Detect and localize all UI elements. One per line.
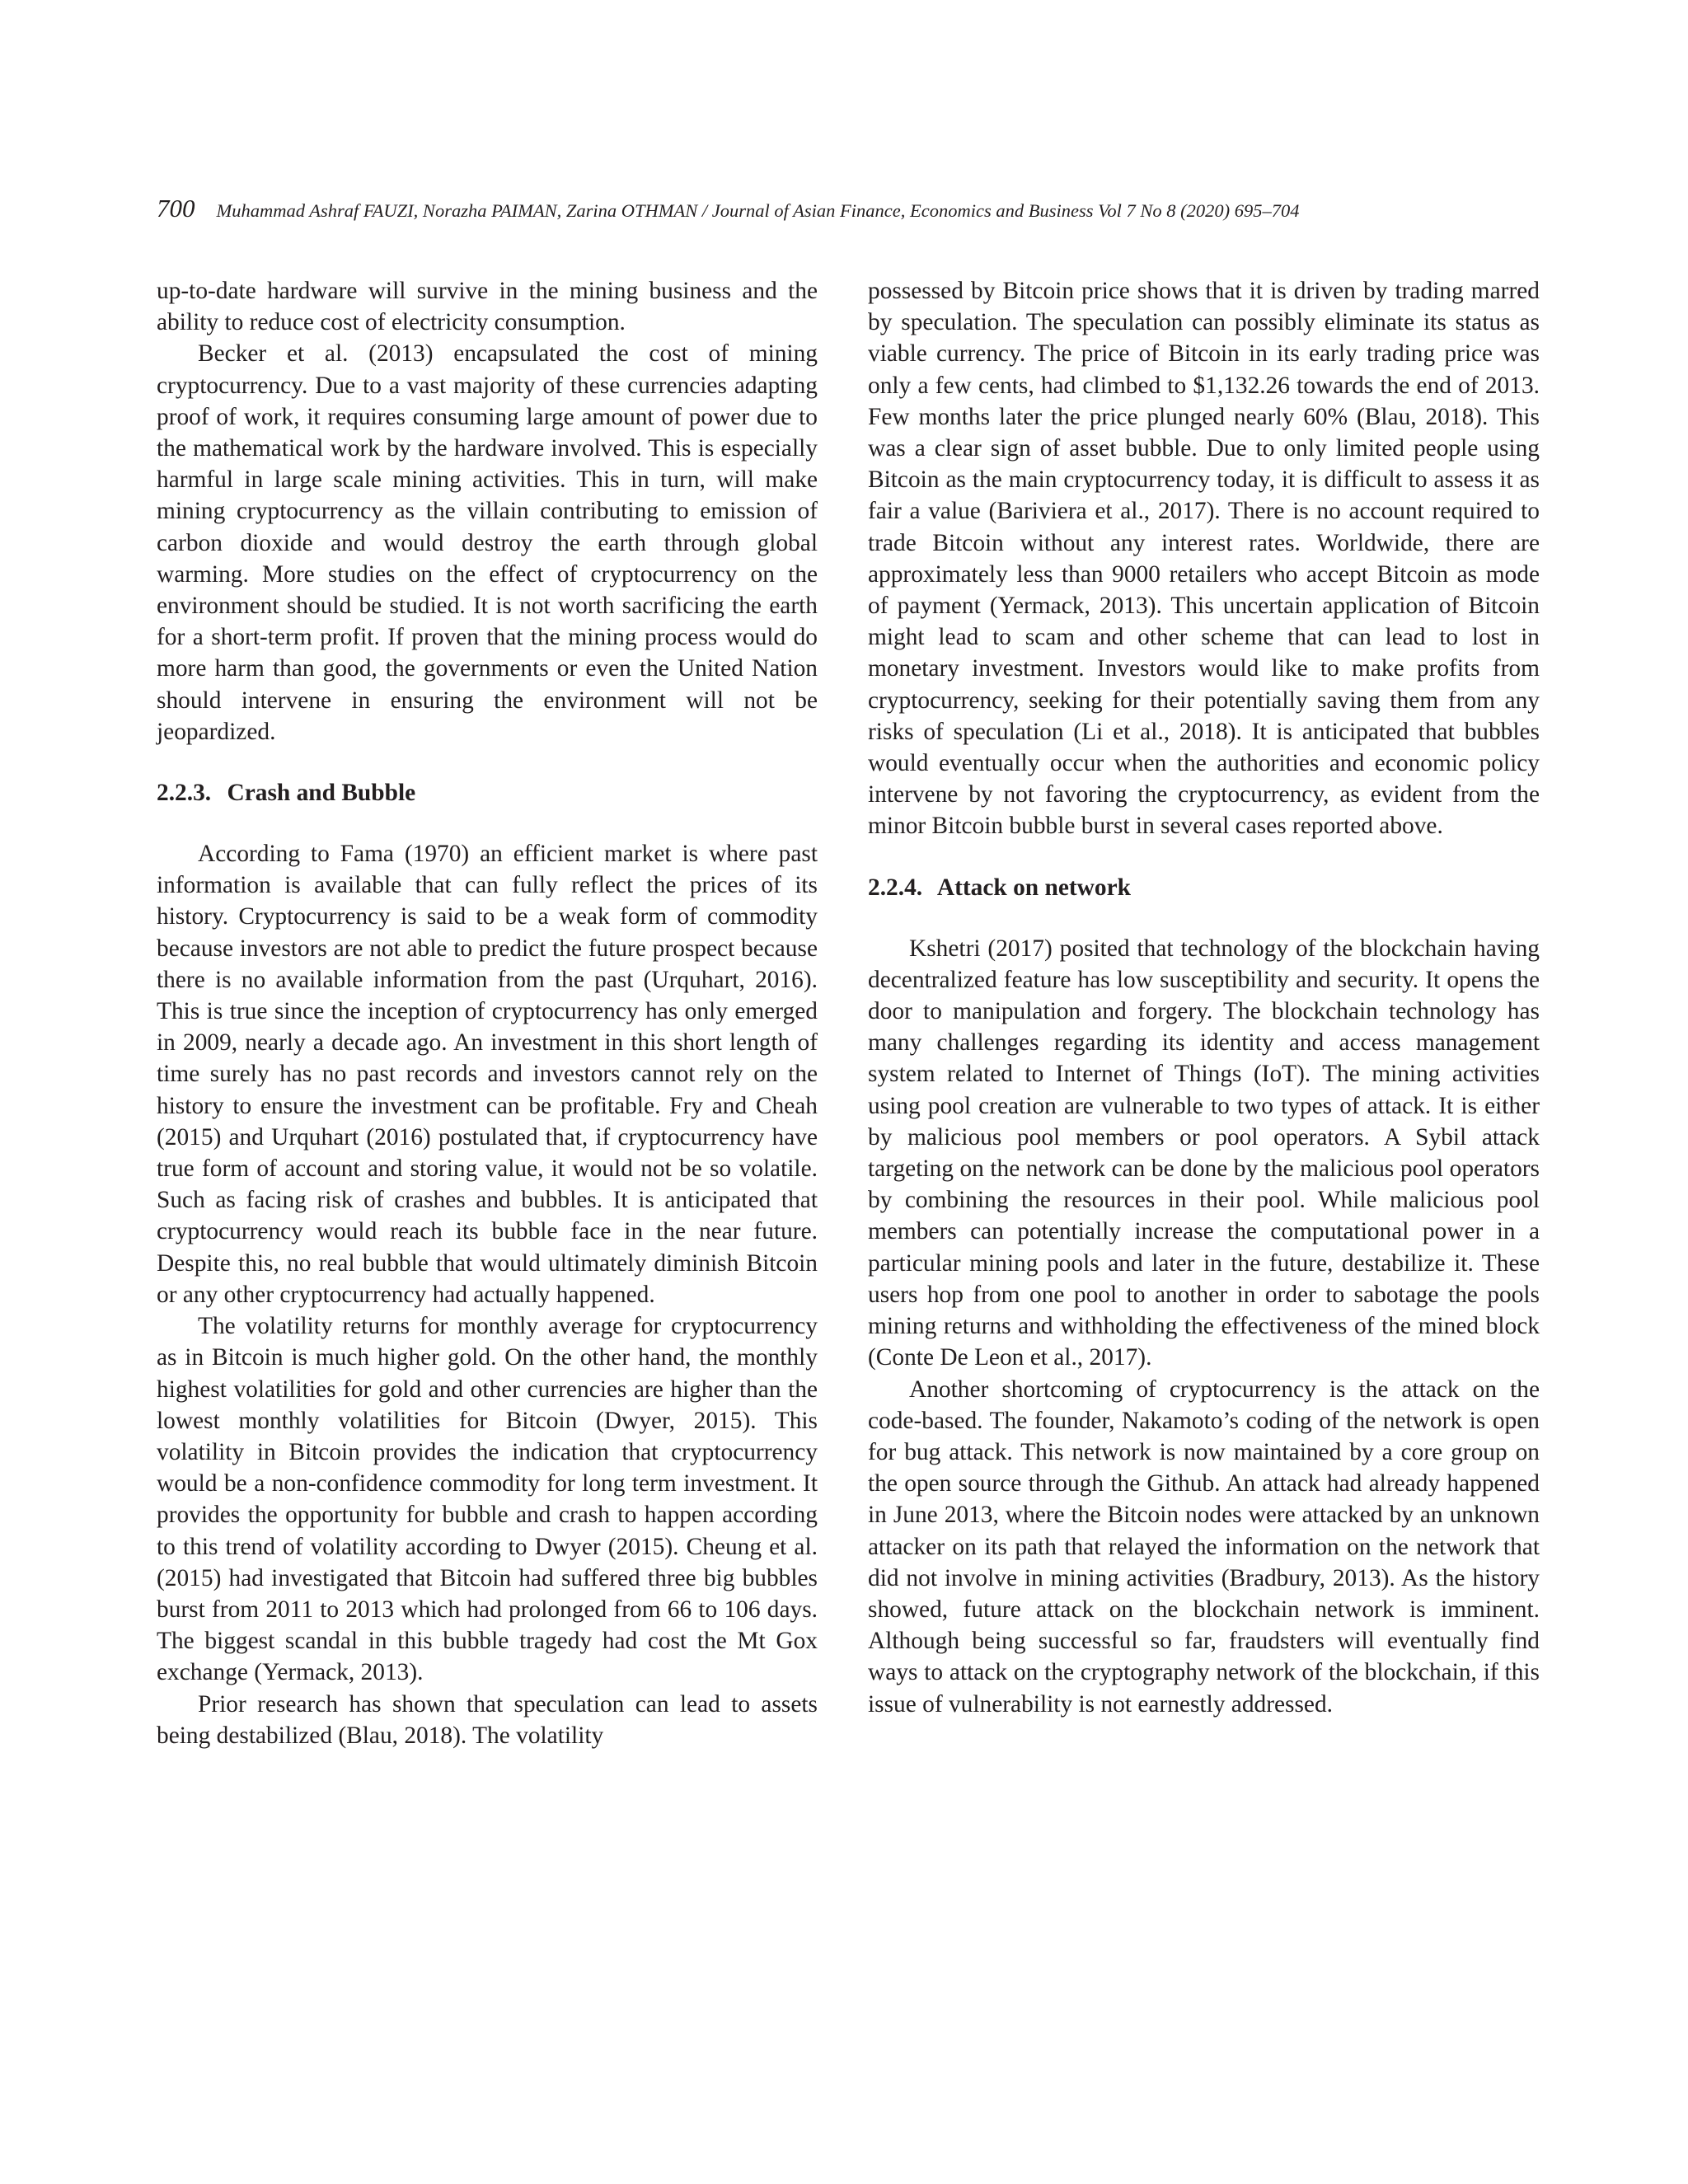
paragraph: Another shortcoming of cryptocurrency is the attack on the code-based. The founder, Nakamoto’s coding of the network is open for bug attack. This network is now maintained by a core group on the open source through the Github. An attack had already happened in June 2013, where the Bitcoin nodes were attacked by an unknown attacker on its path that relayed the information on the network that did not involve in mining activities (Bradbury, 2013). As the history showed, future attack on the blockchain network is imminent. Although being successful so far, fraudsters will eventually find ways to attack on the cryptography network of the blockchain, if this issue of vulnerability is not earnestly addressed. <box>868 1376 1540 1718</box>
page-number: 700 <box>157 194 195 223</box>
section-number: 2.2.4. <box>868 874 923 901</box>
section-heading-attack-on-network <box>868 872 1540 903</box>
paragraph: up-to-date hardware will survive in the mining business and the ability to reduce cost of electricity consumption. <box>157 278 818 336</box>
section-heading-crash-and-bubble <box>157 777 818 808</box>
running-header <box>157 196 1525 223</box>
right-column <box>868 275 1540 1720</box>
running-title: Muhammad Ashraf FAUZI, Norazha PAIMAN, Zarina OTHMAN / Journal of Asian Finance, Economics and Business Vol 7 No 8 (2020) 695–704 <box>216 200 1300 221</box>
section-number: 2.2.3. <box>157 780 212 807</box>
paragraph: According to Fama (1970) an efficient market is where past information is available that can fully reflect the prices of its history. Cryptocurrency is said to be a weak form of commodity because investors are not able to predict the future prospect because there is no available information from the past (Urquhart, 2016). This is true since the inception of cryptocurrency has only emerged in 2009, nearly a decade ago. An investment in this short length of time surely has no past records and investors cannot rely on the history to ensure the investment can be profitable. Fry and Cheah (2015) and Urquhart (2016) postulated that, if cryptocurrency have true form of account and storing value, it would not be so volatile. Such as facing risk of crashes and bubbles. It is anticipated that cryptocurrency would reach its bubble face in the near future. Despite this, no real bubble that would ultimately diminish Bitcoin or any other cryptocurrency had actually happened. <box>157 841 818 1308</box>
paragraph: Becker et al. (2013) encapsulated the cost of mining cryptocurrency. Due to a vast majority of these currencies adapting proof of work, it requires consuming large amount of power due to the mathematical work by the hardware involved. This is especially harmful in large scale mining activities. This in turn, will make mining cryptocurrency as the villain contributing to emission of carbon dioxide and would destroy the earth through global warming. More studies on the effect of cryptocurrency on the environment should be studied. It is not worth sacrificing the earth for a short-term profit. If proven that the mining process would do more harm than good, the governments or even the United Nation should intervene in ensuring the environment will not be jeopardized. <box>157 340 818 745</box>
section-title: Attack on network <box>936 874 1131 901</box>
section-title: Crash and Bubble <box>227 780 416 807</box>
paragraph: Prior research has shown that speculation can lead to assets being destabilized (Blau, 2018). The volatility <box>157 1690 818 1749</box>
left-column <box>157 275 818 1751</box>
paragraph: possessed by Bitcoin price shows that it is driven by trading marred by speculation. The speculation can possibly eliminate its status as viable currency. The price of Bitcoin in its early trading price was only a few cents, had climbed to $1,132.26 towards the end of 2013. Few months later the price plunged nearly 60% (Blau, 2018). This was a clear sign of asset bubble. Due to only limited people using Bitcoin as the main cryptocurrency today, it is difficult to assess it as fair a value (Bariviera et al., 2017). There is no account required to trade Bitcoin without any interest rates. Worldwide, there are approximately less than 9000 retailers who accept Bitcoin as mode of payment (Yermack, 2013). This uncertain application of Bitcoin might lead to scam and other scheme that can lead to lost in monetary investment. Investors would like to make profits from cryptocurrency, seeking for their potentially saving them from any risks of speculation (Li et al., 2018). It is anticipated that bubbles would eventually occur when the authorities and economic policy intervene by not favoring the cryptocurrency, as evident from the minor Bitcoin bubble burst in several cases reported above. <box>868 278 1540 840</box>
paragraph: The volatility returns for monthly average for cryptocurrency as in Bitcoin is much higher gold. On the other hand, the monthly highest volatilities for gold and other currencies are higher than the lowest monthly volatilities for Bitcoin (Dwyer, 2015). This volatility in Bitcoin provides the indication that cryptocurrency would be a non-confidence commodity for long term investment. It provides the opportunity for bubble and crash to happen according to this trend of volatility according to Dwyer (2015). Cheung et al. (2015) had investigated that Bitcoin had suffered three big bubbles burst from 2011 to 2013 which had prolonged from 66 to 106 days. The biggest scandal in this bubble tragedy had cost the Mt Gox exchange (Yermack, 2013). <box>157 1313 818 1686</box>
paragraph: Kshetri (2017) posited that technology of the blockchain having decentralized feature has low susceptibility and security. It opens the door to manipulation and forgery. The blockchain technology has many challenges regarding its identity and access management system related to Internet of Things (IoT). The mining activities using pool creation are vulnerable to two types of attack. It is either by malicious pool members or pool operators. A Sybil attack targeting on the network can be done by the malicious pool operators by combining the resources in their pool. While malicious pool members can potentially increase the computational power in a particular mining pools and later in the future, destabilize it. These users hop from one pool to another in order to sabotage the pools mining returns and withholding the effectiveness of the mined block (Conte De Leon et al., 2017). <box>868 935 1540 1371</box>
